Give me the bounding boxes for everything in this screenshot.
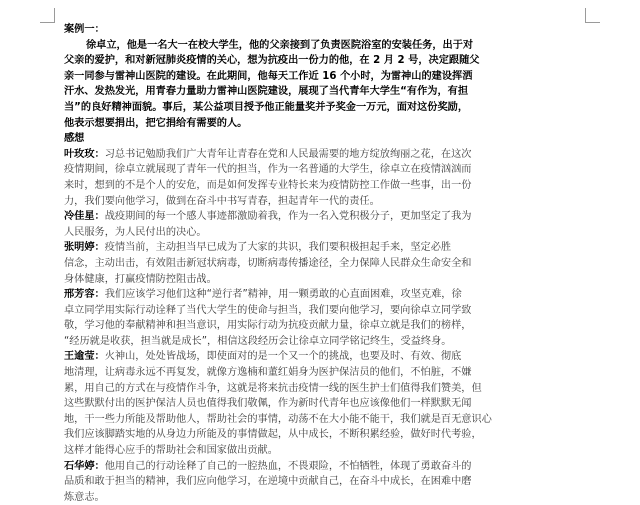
case-line: 汗水、发热发光，用青春力量助力雷神山医院建设，展现了当代青年大学生“有作为，有担 [64, 86, 469, 98]
comment-text: 信念，主动出击，有效阻击新冠状病毒，切断病毒传播途径，全力保障人民群众生命安全和 [64, 257, 472, 269]
comment-text: 我们应该脚踏实地的从身边力所能及的事情做起，从中成长，不断积累经验，做好时代考验， [64, 429, 482, 441]
comment-block [64, 459, 584, 505]
case-line: 父亲的爱护，和对新冠肺炎疫情的关心，想为抗疫出一份力的他，在 2 月 2 号，决定跟随父 [64, 55, 480, 67]
comment-line [64, 178, 584, 194]
comment-block [64, 147, 584, 209]
comment-text: 我们应该学习他们这种“逆行者”精神，用一颗勇敢的心直面困难，攻坚克难，徐 [104, 289, 462, 301]
comment-text: 疫情当前，主动担当早已成为了大家的共识，我们要积极担起手来，坚定必胜 [104, 242, 452, 254]
comment-line [64, 334, 584, 350]
comment-text: 力，我们要向他学习，做到在奋斗中书写青春，担起青年一代的责任。 [64, 195, 380, 207]
comment-text: 火神山，处处皆战场，即使面对的是一个又一个的挑战，也要及时、有效、彻底 [104, 351, 462, 363]
commenter-name: 邢芳容： [64, 289, 105, 301]
comment-block [64, 287, 584, 349]
comments-list [64, 147, 584, 505]
comment-text: 炼意志。 [64, 491, 105, 503]
comment-block [64, 209, 584, 240]
comment-line [64, 349, 584, 365]
comment-text: 人民服务，为人民付出的决心。 [64, 226, 207, 238]
comment-line [64, 256, 584, 272]
case-line: 亲一同参与雷神山医院的建设。在此期间，他每天工作近 16 个小时，为雷神山的建设挥洒 [64, 70, 473, 82]
comment-text: 身体健康，打赢疫情防控阻击战。 [64, 273, 217, 285]
comment-text: 累，用自己的方式在与疫情作斗争，这就是将来抗击疫情一线的医生护士们值得我们赞美，但 [64, 382, 482, 394]
comment-line [64, 396, 584, 412]
comment-line [64, 427, 584, 443]
page-corner-mark-right [585, 8, 600, 23]
comment-text: 地，干一些力所能及帮助他人，帮助社会的事情，动荡不在大小能不能干，我们就是百无意识心 [64, 413, 492, 425]
comment-text: 敬，学习他的奉献精神和担当意识，用实际行动为抗疫贡献力量，徐卓立就是我们的榜样， [64, 320, 472, 332]
comment-line [64, 162, 584, 178]
case-line: 当”的良好精神面貌。事后，某公益项目授予他正能量奖并予奖金一万元，面对这份奖励， [64, 101, 469, 113]
case-paragraph [64, 38, 584, 132]
commenter-name: 冷佳星： [64, 211, 105, 223]
commenter-name: 张明婷： [64, 242, 105, 254]
document-page [64, 22, 584, 505]
comment-line [64, 412, 584, 428]
comment-line [64, 240, 584, 256]
comment-text: 战疫期间的每一个感人事迹都激励着我，作为一名入党积极分子，更加坚定了我为 [104, 211, 472, 223]
comment-line [64, 287, 584, 303]
comment-line [64, 209, 584, 225]
comment-text: 习总书记勉励我们广大青年让青春在党和人民最需要的地方绽放绚丽之花，在这次 [104, 148, 472, 160]
comment-line [64, 303, 584, 319]
reflection-title: 感想 [64, 133, 85, 145]
comment-text: 卓立同学用实际行动诠释了当代大学生的使命与担当，我们要向他学习，要向徐卓立同学致 [64, 304, 472, 316]
comment-text: 他用自己的行动诠释了自己的一腔热血，不畏艰险，不怕牺牲，体现了勇敢奋斗的 [104, 460, 472, 472]
commenter-name: 石华婷： [64, 460, 105, 472]
comment-text: 地清理，让病毒永远不再复发，就像方逸楠和董红娟身为医护保洁员的他们，不怕脏，不嫌 [64, 367, 472, 379]
comment-line [64, 272, 584, 288]
comment-text: 来时，想到的不是个人的安危，而是如何发挥专业特长来为疫情防控工作做一些事，出一份 [64, 179, 472, 191]
comment-block [64, 349, 584, 458]
comment-line [64, 490, 584, 505]
comment-line [64, 459, 584, 475]
case-line: 徐卓立，他是一名大一在校大学生，他的父亲接到了负责医院浴室的安装任务，出于对 [86, 39, 474, 51]
comment-line [64, 365, 584, 381]
comment-block [64, 240, 584, 287]
comment-text: 疫情期间，徐卓立就展现了青年一代的担当，作为一名普通的大学生，徐卓立在疫情汹汹而 [64, 164, 472, 176]
comment-text: 这样才能得心应手的帮助社会和国家做出贡献。 [64, 445, 278, 457]
comment-line [64, 381, 584, 397]
comment-line [64, 225, 584, 241]
comment-text: “经历就是收获，担当就是成长”，相信这段经历会让徐卓立同学铭记终生，受益终身。 [64, 335, 452, 347]
case-line: 他表示想要捐出，把它捐给有需要的人。 [64, 117, 248, 129]
comment-line [64, 443, 584, 459]
commenter-name: 王逾莹： [64, 351, 105, 363]
commenter-name: 叶玫玫： [64, 148, 105, 160]
comment-text: 这些默默付出的医护保洁人员也值得我们敬佩，作为新时代青年也应该像他们一样默默无闻 [64, 398, 472, 410]
comment-line [64, 474, 584, 490]
comment-line [64, 318, 584, 334]
comment-text: 品质和敢于担当的精神，我们应向他学习，在逆境中贡献自己，在奋斗中成长，在困难中磨 [64, 476, 472, 488]
case-title: 案例一： [64, 24, 105, 35]
comment-line [64, 147, 584, 163]
page-corner-mark-left [40, 8, 55, 23]
comment-line [64, 194, 584, 210]
